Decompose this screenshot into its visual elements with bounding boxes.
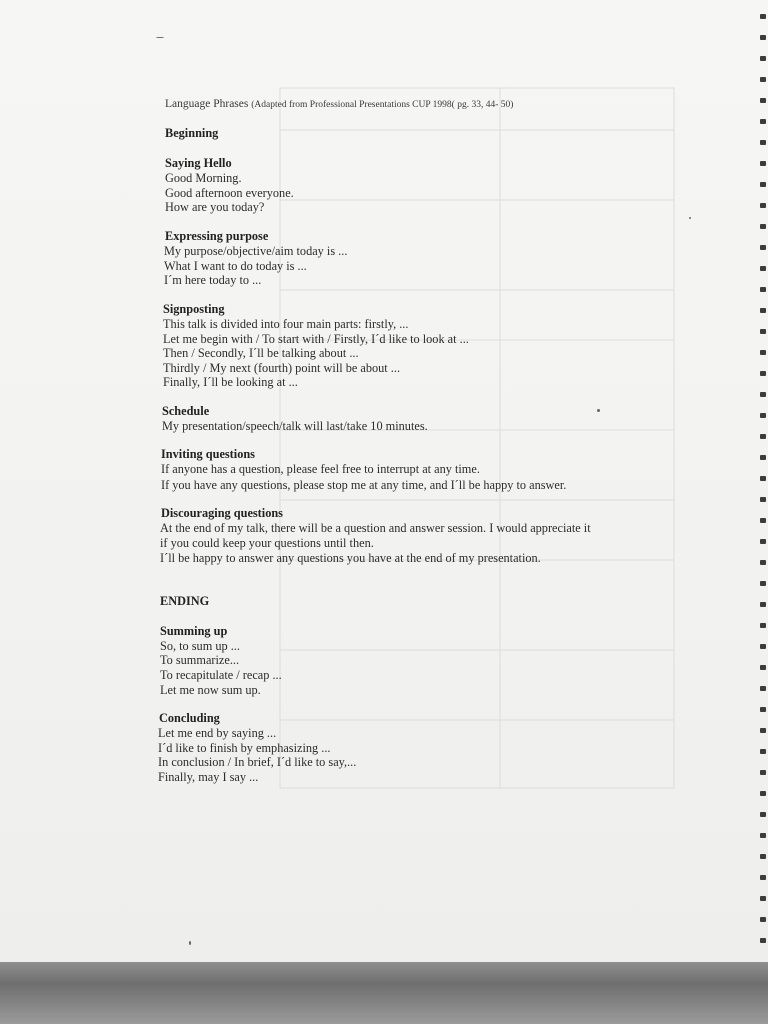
- binding-ring: [760, 287, 766, 292]
- binding-ring: [760, 392, 766, 397]
- section-title-schedule: Schedule: [162, 404, 210, 418]
- ending-heading: ENDING: [160, 594, 210, 608]
- binding-ring: [760, 497, 766, 502]
- phrase-line: My purpose/objective/aim today is ...: [164, 244, 348, 258]
- phrase-line: Good Morning.: [165, 171, 242, 185]
- binding-ring: [760, 539, 766, 544]
- scan-speck: [156, 37, 164, 38]
- phrase-line: Then / Secondly, I´ll be talking about ...: [163, 346, 359, 360]
- phrase-line: Finally, I´ll be looking at ...: [163, 375, 298, 389]
- section-title-summing-up: Summing up: [160, 624, 228, 638]
- phrase-line: I´m here today to ...: [164, 273, 262, 287]
- scan-speck: [189, 941, 191, 945]
- phrase-line: In conclusion / In brief, I´d like to say,...: [158, 755, 357, 769]
- phrase-line: I´d like to finish by emphasizing ...: [158, 741, 331, 755]
- binding-ring: [760, 35, 766, 40]
- document-header: [165, 98, 513, 110]
- phrase-line: So, to sum up ...: [160, 639, 240, 653]
- scan-speck: [689, 217, 691, 219]
- phrase-line: This talk is divided into four main parts: firstly, ...: [163, 317, 409, 331]
- binding-ring: [760, 182, 766, 187]
- section-title-discouraging-questions: Discouraging questions: [161, 506, 283, 520]
- binding-ring: [760, 98, 766, 103]
- phrase-line: If anyone has a question, please feel free to interrupt at any time.: [161, 462, 480, 476]
- binding-ring: [760, 644, 766, 649]
- binding-ring: [760, 896, 766, 901]
- beginning-heading: Beginning: [165, 126, 219, 140]
- binding-ring: [760, 707, 766, 712]
- binding-ring: [760, 728, 766, 733]
- binding-ring: [760, 917, 766, 922]
- binding-ring: [760, 623, 766, 628]
- phrase-line: Let me end by saying ...: [158, 726, 277, 740]
- binding-ring: [760, 203, 766, 208]
- binding-ring: [760, 434, 766, 439]
- binding-ring: [760, 518, 766, 523]
- phrase-line: Let me begin with / To start with / Firstly, I´d like to look at ...: [163, 332, 469, 346]
- binding-ring: [760, 476, 766, 481]
- binding-ring: [760, 749, 766, 754]
- phrase-line: if you could keep your questions until then.: [160, 536, 374, 550]
- section-title-saying-hello: Saying Hello: [165, 156, 232, 170]
- spiral-binding: [758, 0, 768, 965]
- binding-ring: [760, 686, 766, 691]
- binding-ring: [760, 371, 766, 376]
- scanner-edge-shadow: [0, 962, 768, 1024]
- phrase-line: To recapitulate / recap ...: [160, 668, 282, 682]
- binding-ring: [760, 161, 766, 166]
- binding-ring: [760, 665, 766, 670]
- section-title-inviting-questions: Inviting questions: [161, 447, 255, 461]
- binding-ring: [760, 455, 766, 460]
- binding-ring: [760, 791, 766, 796]
- scan-speck: [597, 409, 600, 412]
- phrase-line: Finally, may I say ...: [158, 770, 259, 784]
- phrase-line: How are you today?: [165, 200, 265, 214]
- binding-ring: [760, 812, 766, 817]
- header-title: Language Phrases: [165, 98, 249, 110]
- binding-ring: [760, 56, 766, 61]
- binding-ring: [760, 560, 766, 565]
- header-source: (Adapted from Professional Presentations CUP 1998( pg. 33, 44- 50): [251, 100, 514, 110]
- binding-ring: [760, 581, 766, 586]
- phrase-line: Thirdly / My next (fourth) point will be about ...: [163, 361, 401, 375]
- binding-ring: [760, 329, 766, 334]
- binding-ring: [760, 119, 766, 124]
- binding-ring: [760, 602, 766, 607]
- binding-ring: [760, 770, 766, 775]
- binding-ring: [760, 308, 766, 313]
- section-title-signposting: Signposting: [163, 302, 225, 316]
- phrase-line: At the end of my talk, there will be a question and answer session. I would appreciate it: [160, 521, 591, 535]
- binding-ring: [760, 224, 766, 229]
- binding-ring: [760, 266, 766, 271]
- binding-ring: [760, 833, 766, 838]
- binding-ring: [760, 140, 766, 145]
- phrase-line: I´ll be happy to answer any questions you have at the end of my presentation.: [160, 551, 541, 565]
- phrase-line: To summarize...: [160, 653, 240, 667]
- phrase-line: Let me now sum up.: [160, 683, 261, 697]
- phrase-line: If you have any questions, please stop me at any time, and I´ll be happy to answer.: [161, 478, 567, 492]
- phrase-line: My presentation/speech/talk will last/take 10 minutes.: [162, 419, 428, 433]
- section-title-concluding: Concluding: [159, 711, 220, 725]
- binding-ring: [760, 350, 766, 355]
- binding-ring: [760, 854, 766, 859]
- section-title-expressing-purpose: Expressing purpose: [165, 229, 269, 243]
- binding-ring: [760, 77, 766, 82]
- phrase-line: What I want to do today is ...: [164, 259, 307, 273]
- binding-ring: [760, 875, 766, 880]
- binding-ring: [760, 938, 766, 943]
- binding-ring: [760, 14, 766, 19]
- binding-ring: [760, 413, 766, 418]
- phrase-line: Good afternoon everyone.: [165, 186, 294, 200]
- binding-ring: [760, 245, 766, 250]
